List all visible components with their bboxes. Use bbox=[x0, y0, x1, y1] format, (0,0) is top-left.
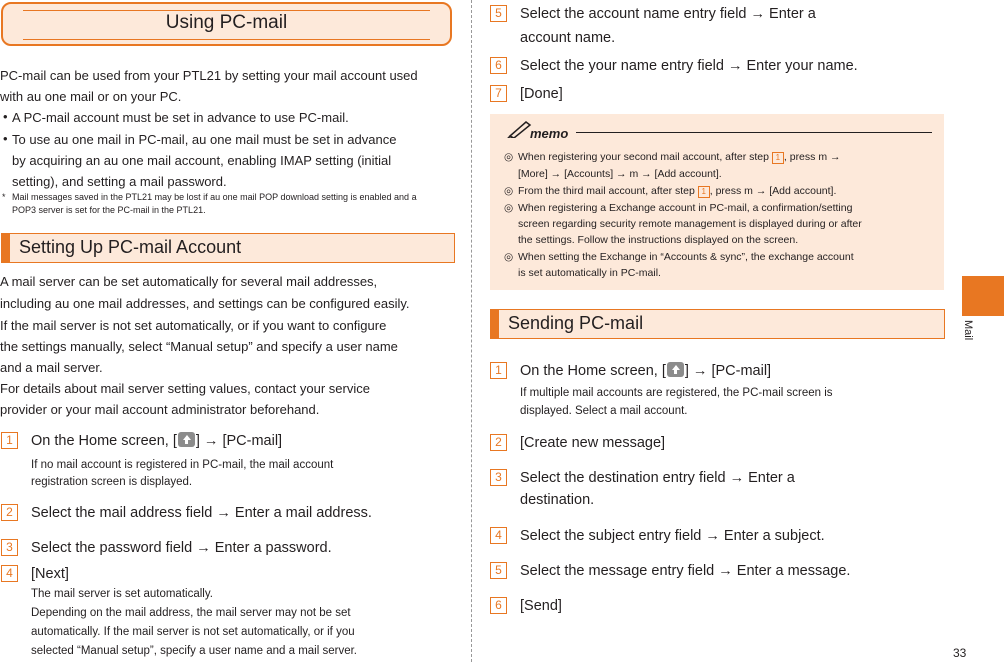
page-title: Using PC-mail bbox=[165, 12, 288, 33]
step-number: 4 bbox=[490, 527, 507, 544]
section-header-setup bbox=[1, 233, 455, 263]
bullet-dot: • bbox=[3, 109, 8, 124]
step-number: 6 bbox=[490, 597, 507, 614]
bullet-dot: • bbox=[3, 131, 8, 146]
chapter-tab bbox=[962, 276, 1004, 316]
intro-line-2: with au one mail or on your PC. bbox=[0, 89, 182, 104]
note-line-2: POP3 server is set for the PC-mail in the PTL21. bbox=[12, 205, 206, 215]
title-rule-bottom bbox=[23, 39, 430, 40]
step-text: [Next] bbox=[31, 566, 69, 582]
home-icon bbox=[667, 362, 684, 377]
step-number: 1 bbox=[490, 362, 507, 379]
step-sub-2: displayed. Select a mail account. bbox=[520, 405, 688, 417]
column-divider bbox=[471, 0, 472, 662]
step-text-1: Select the account name entry field → Enter a bbox=[520, 6, 816, 22]
step-text: [Done] bbox=[520, 86, 563, 102]
setup-body-7: provider or your mail account administrator beforehand. bbox=[0, 402, 320, 417]
section-header-sending bbox=[490, 309, 945, 339]
step-number: 2 bbox=[1, 504, 18, 521]
setup-body-6: For details about mail server setting values, contact your service bbox=[0, 381, 370, 396]
step-text: On the Home screen, [ ] → [PC-mail] bbox=[31, 433, 283, 449]
memo-item-4-line-1: ◎ When setting the Exchange in “Accounts & sync”, the exchange account bbox=[504, 251, 854, 263]
bullet-2-line-3: setting), and setting a mail password. bbox=[12, 174, 227, 189]
memo-item-2-line-1: ◎ From the third mail account, after step 1 , press m → [Add account]. bbox=[504, 185, 837, 197]
memo-item-4-line-2: is set automatically in PC-mail. bbox=[518, 267, 661, 279]
step-sub-1: If multiple mail accounts are registered, the PC-mail screen is bbox=[520, 387, 833, 399]
memo-item-3-line-3: the settings. Follow the instructions displayed on the screen. bbox=[518, 234, 799, 246]
step-sub-1: If no mail account is registered in PC-mail, the mail account bbox=[31, 459, 334, 471]
section-accent-bar bbox=[2, 234, 10, 262]
section-accent-bar bbox=[491, 310, 499, 338]
page-number: 33 bbox=[953, 646, 967, 660]
bullet-1-line-1: A PC-mail account must be set in advance to use PC-mail. bbox=[12, 110, 349, 125]
setup-body-3: If the mail server is not set automatically, or if you want to configure bbox=[0, 318, 387, 333]
memo-box bbox=[490, 114, 944, 290]
step-number: 2 bbox=[490, 434, 507, 451]
left-column bbox=[0, 0, 456, 662]
step-text: On the Home screen, [ ] → [PC-mail] bbox=[520, 363, 772, 379]
step-sub-2: registration screen is displayed. bbox=[31, 476, 193, 488]
step-sub-2: Depending on the mail address, the mail server may not be set bbox=[31, 607, 351, 619]
setup-body-2: including au one mail addresses, and settings can be configured easily. bbox=[0, 296, 410, 311]
section-title: Setting Up PC-mail Account bbox=[19, 237, 242, 257]
step-number: 6 bbox=[490, 57, 507, 74]
page-title-box bbox=[1, 2, 452, 46]
step-text: [Create new message] bbox=[520, 435, 666, 451]
memo-item-3-line-1: ◎ When registering a Exchange account in PC-mail, a confirmation/setting bbox=[504, 202, 853, 214]
step-text-2: account name. bbox=[520, 30, 616, 46]
bullet-2-line-1: To use au one mail in PC-mail, au one mail must be set in advance bbox=[12, 132, 397, 147]
step-text: Select the your name entry field → Enter your name. bbox=[520, 58, 858, 74]
memo-rule bbox=[576, 132, 932, 133]
step-text: [Send] bbox=[520, 598, 562, 614]
step-sub-4: selected “Manual setup”, specify a user name and a mail server. bbox=[31, 645, 357, 657]
note-line-1: Mail messages saved in the PTL21 may be lost if au one mail POP download setting is enabled and a bbox=[12, 192, 417, 202]
intro-line-1: PC-mail can be used from your PTL21 by setting your mail account used bbox=[0, 68, 418, 83]
setup-body-1: A mail server can be set automatically for several mail addresses, bbox=[0, 274, 378, 289]
step-number: 5 bbox=[490, 562, 507, 579]
step-number: 3 bbox=[1, 539, 18, 556]
chapter-tab-label: Mail bbox=[962, 320, 974, 341]
bullet-2-line-2: by acquiring an au one mail account, enabling IMAP setting (initial bbox=[12, 153, 392, 168]
title-rule-top bbox=[23, 10, 430, 11]
step-sub-3: automatically. If the mail server is not set automatically, or if you bbox=[31, 626, 355, 638]
step-sub-1: The mail server is set automatically. bbox=[31, 588, 213, 600]
home-icon bbox=[178, 432, 195, 447]
step-text: Select the mail address field → Enter a mail address. bbox=[31, 505, 372, 521]
step-number: 5 bbox=[490, 5, 507, 22]
step-number: 7 bbox=[490, 85, 507, 102]
step-number: 1 bbox=[1, 432, 18, 449]
memo-item-3-line-2: screen regarding security remote management is displayed during or after bbox=[518, 218, 862, 230]
step-number: 3 bbox=[490, 469, 507, 486]
memo-label: memo bbox=[530, 126, 569, 141]
memo-item-1-line-2: [More] → [Accounts] → m → [Add account]. bbox=[518, 168, 722, 180]
setup-body-4: the settings manually, select “Manual setup” and specify a user name bbox=[0, 339, 398, 354]
step-text: Select the password field → Enter a password. bbox=[31, 540, 332, 556]
memo-item-1-line-1: ◎ When registering your second mail account, after step 1 , press m → bbox=[504, 151, 841, 163]
step-number: 4 bbox=[1, 565, 18, 582]
section-title: Sending PC-mail bbox=[508, 313, 644, 333]
step-text: Select the subject entry field → Enter a subject. bbox=[520, 528, 825, 544]
step-text-2: destination. bbox=[520, 492, 595, 508]
note-mark: * bbox=[2, 192, 6, 202]
setup-body-5: and a mail server. bbox=[0, 360, 103, 375]
step-text: Select the message entry field → Enter a message. bbox=[520, 563, 851, 579]
step-text-1: Select the destination entry field → Enter a bbox=[520, 470, 795, 486]
